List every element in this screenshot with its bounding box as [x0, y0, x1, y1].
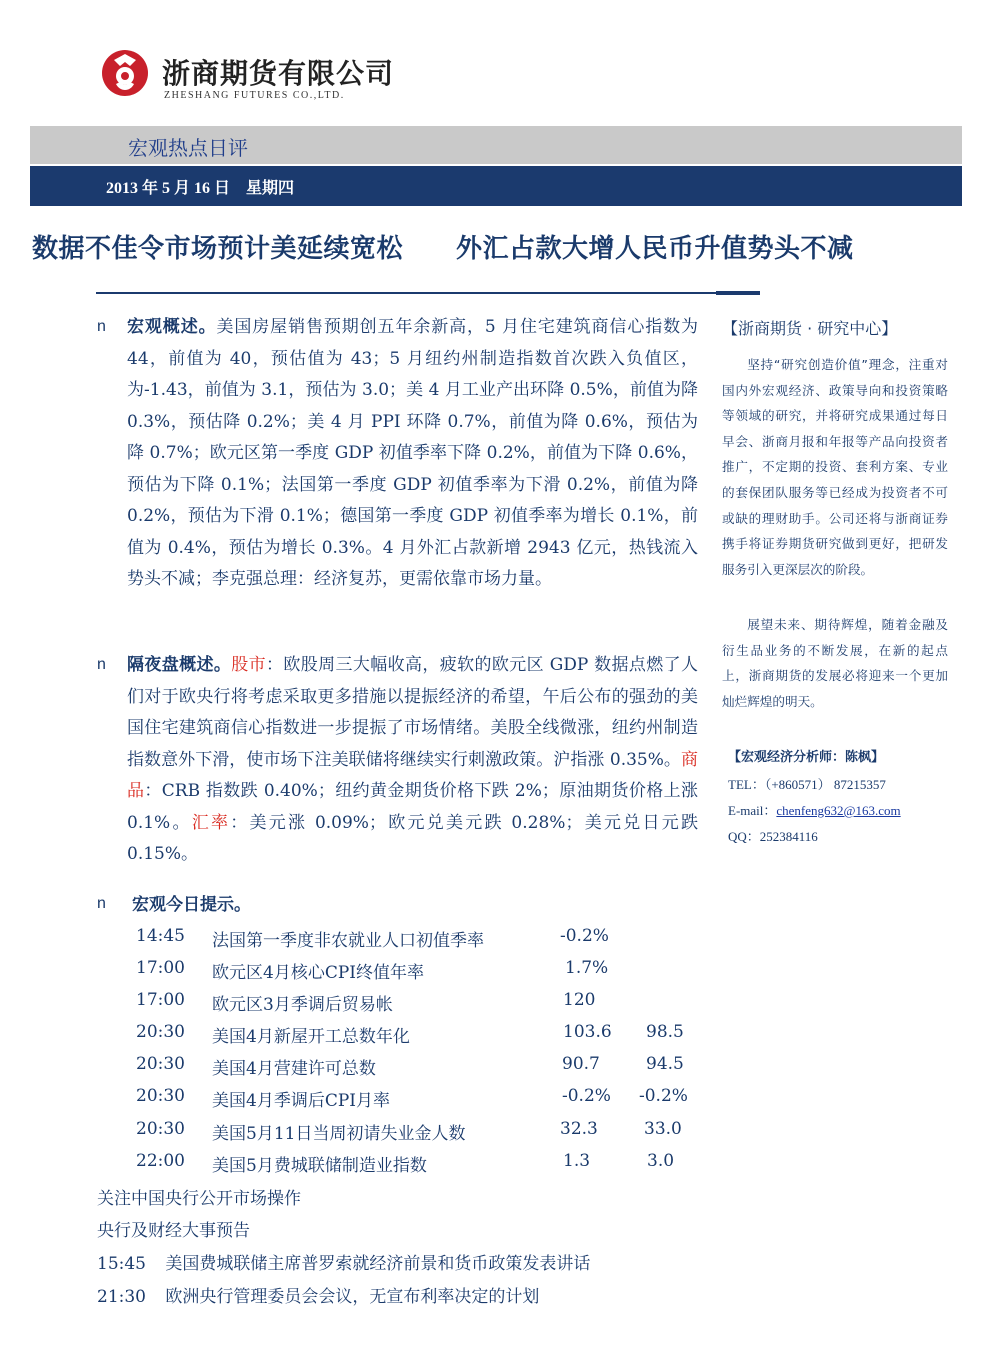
commodity-label: 商品: [127, 749, 698, 801]
today-tips-label: 宏观今日提示。: [132, 895, 251, 915]
calendar-time: 17:00: [136, 958, 185, 978]
qq-value: 252384116: [759, 829, 818, 844]
report-category: 宏观热点日评: [128, 136, 248, 160]
bullet-marker: n: [97, 656, 106, 673]
event-item: [97, 1282, 539, 1307]
pboc-operation-note: 关注中国央行公开市场操作: [97, 1189, 301, 1209]
calendar-row: [0, 1086, 992, 1118]
event-item: [97, 1249, 590, 1274]
calendar-event: 美国5月11日当周初请失业金人数: [212, 1124, 466, 1144]
calendar-estimate: -0.2%: [639, 1086, 688, 1106]
report-date-band: [30, 166, 962, 206]
bullet-marker: n: [97, 895, 106, 912]
calendar-previous: 32.3: [560, 1119, 598, 1139]
overnight-overview-label: 隔夜盘概述。: [127, 655, 232, 675]
calendar-time: 20:30: [136, 1119, 185, 1139]
bullet-marker: n: [97, 318, 106, 335]
calendar-row: [0, 926, 992, 958]
analyst-email: [728, 800, 901, 819]
research-center-title: 【浙商期货 · 研究中心】: [722, 319, 898, 338]
calendar-previous: 1.3: [563, 1151, 591, 1171]
event-time: 15:45: [97, 1254, 146, 1274]
qq-label: QQ：: [728, 829, 760, 844]
stock-market-text: ：欧股周三大幅收高，疲软的欧元区 GDP 数据点燃了人们对于欧央行将考虑采取更多措施以提振经济的希望，午后公布的强劲的美国住宅建筑商信心指数进一步提振了市场情绪。美股全线微涨，纽约州制造指数意外下滑，使市场下注美联储将继续实行刺激政策。沪指涨 0.35%。: [127, 655, 698, 770]
calendar-row: [0, 1054, 992, 1086]
commodity-text: ：CRB 指数跌 0.40%；纽约黄金期货价格下跌 2%；原油期货价格上涨 0.1%。: [127, 781, 699, 833]
calendar-previous: 120: [563, 990, 596, 1010]
company-name-cn: 浙商期货有限公司: [162, 57, 395, 90]
company-name-en: ZHESHANG FUTURES CO.,LTD.: [164, 90, 345, 101]
calendar-time: 17:00: [136, 990, 185, 1010]
calendar-row: [0, 990, 992, 1022]
calendar-previous: 90.7: [562, 1054, 600, 1074]
events-preview-heading: 央行及财经大事预告: [97, 1221, 250, 1241]
calendar-row: [0, 1119, 992, 1151]
event-text: 美国费城联储主席普罗索就经济前景和货币政策发表讲话: [165, 1254, 591, 1274]
macro-overview-text: 美国房屋销售预期创五年余新高，5 月住宅建筑商信心指数为 44，前值为 40，预估值为 43；5 月纽约州制造指数首次跌入负值区，为-1.43，前值为 3.1，预估为 3.0；美 4 月工业产出环降 0.5%，前值为降 0.3%，预估降 0.2%；美 4 月 PPI 环降 0.7%，前值为降 0.6%，预估为降 0.7%；欧元区第一季度 GDP 初值季率下降 0.2%，前值为下降 0.6%，预估为下降 0.1%；法国第一季度 GDP 初值季率为下滑 0.2%，前值为降 0.2%，预估为下滑 0.1%；德国第一季度 GDP 初值季率为增长 0.1%，前值为 0.4%，预估为增长 0.3%。4 月外汇占款新增 2943 亿元，热钱流入势头不减；李克强总理：经济复苏，更需依靠市场力量。: [127, 317, 699, 589]
macro-overview-label: 宏观概述。: [127, 317, 217, 337]
calendar-event: 美国4月季调后CPI月率: [212, 1091, 390, 1111]
calendar-time: 20:30: [136, 1086, 185, 1106]
calendar-row: [0, 1022, 992, 1054]
email-label: E-mail：: [728, 803, 777, 818]
calendar-time: 20:30: [136, 1054, 185, 1074]
phone-value: （+860571） 87215357: [764, 777, 886, 792]
report-headline: 数据不佳令市场预计美延续宽松 外汇占款大增人民币升值势头不减: [32, 234, 854, 264]
calendar-estimate: 3.0: [647, 1151, 675, 1171]
analyst-qq: [728, 826, 818, 845]
stock-market-label: 股市: [231, 655, 266, 675]
report-category-band: [30, 126, 962, 164]
calendar-estimate: 33.0: [644, 1119, 682, 1139]
calendar-event: 美国4月新屋开工总数年化: [212, 1027, 410, 1047]
calendar-event: 欧元区4月核心CPI终值年率: [212, 963, 424, 983]
analyst-name: 【宏观经济分析师：陈枫】: [728, 750, 885, 765]
calendar-estimate: 94.5: [646, 1054, 684, 1074]
calendar-time: 14:45: [136, 926, 185, 946]
calendar-time: 22:00: [136, 1151, 185, 1171]
headline-divider-accent: [716, 291, 760, 295]
calendar-previous: 1.7%: [565, 958, 609, 978]
research-center-outlook: 展望未来、期待辉煌，随着金融及衍生品业务的不断发展，在新的起点上，浙商期货的发展必将迎来一个更加灿烂辉煌的明天。: [722, 617, 948, 709]
analyst-phone: [728, 774, 886, 793]
calendar-previous: -0.2%: [562, 1086, 611, 1106]
calendar-previous: 103.6: [563, 1022, 612, 1042]
event-text: 欧洲央行管理委员会会议，无宣布利率决定的计划: [165, 1287, 540, 1307]
event-time: 21:30: [97, 1287, 146, 1307]
calendar-event: 欧元区3月季调后贸易帐: [212, 995, 393, 1015]
headline-divider: [96, 292, 716, 294]
email-link[interactable]: chenfeng632@163.com: [776, 803, 901, 818]
company-logo-icon: [100, 48, 150, 98]
phone-label: TEL：: [728, 777, 765, 792]
calendar-event: 美国4月营建许可总数: [212, 1059, 376, 1079]
calendar-row: [0, 1151, 992, 1183]
macro-overview-paragraph: [127, 312, 698, 596]
report-date: 2013 年 5 月 16 日 星期四: [106, 180, 295, 197]
calendar-event: 美国5月费城联储制造业指数: [212, 1156, 427, 1176]
overnight-overview-paragraph: [127, 650, 698, 871]
fx-text: ：美元涨 0.09%；欧元兑美元跌 0.28%；美元兑日元跌 0.15%。: [127, 812, 698, 864]
calendar-row: [0, 958, 992, 990]
fx-label: 汇率: [191, 812, 231, 833]
calendar-previous: -0.2%: [560, 926, 609, 946]
calendar-event: 法国第一季度非农就业人口初值季率: [212, 931, 484, 951]
research-center-intro: 坚持“研究创造价值”理念，注重对国内外宏观经济、政策导向和投资策略等领域的研究，并将研究成果通过每日早会、浙商月报和年报等产品向投资者推广，不定期的投资、套利方案、专业的套保团队服务等已经成为投资者不可或缺的理财助手。公司还将与浙商证券携手将证券期货研究做到更好，把研发服务引入更深层次的阶段。: [722, 357, 948, 577]
calendar-estimate: 98.5: [646, 1022, 684, 1042]
calendar-time: 20:30: [136, 1022, 185, 1042]
